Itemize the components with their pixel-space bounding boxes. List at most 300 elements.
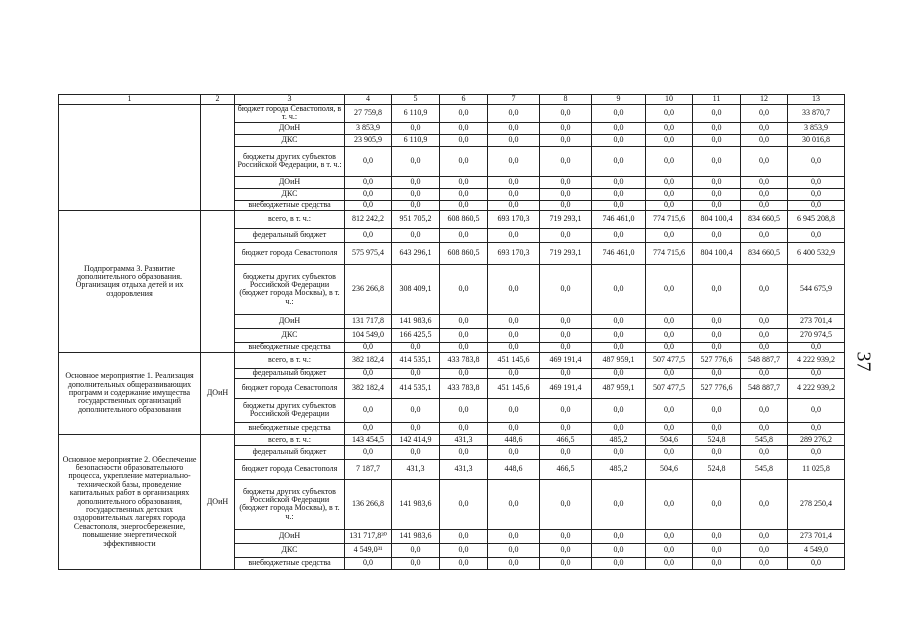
table-row <box>59 434 845 445</box>
value-cell: 6 400 532,9 <box>788 242 845 264</box>
value-cell: 548 887,7 <box>741 352 788 368</box>
value-cell: 0,0 <box>788 368 845 378</box>
value-cell: 0,0 <box>488 368 540 378</box>
value-cell: 507 477,5 <box>646 378 693 398</box>
header-cell: 3 <box>235 95 345 105</box>
value-cell: 0,0 <box>392 122 440 134</box>
value-cell: 0,0 <box>345 342 392 352</box>
value-cell: 0,0 <box>788 557 845 569</box>
funding-source-cell: бюджет города Севастополя <box>235 242 345 264</box>
value-cell: 0,0 <box>488 342 540 352</box>
value-cell: 0,0 <box>592 122 646 134</box>
value-cell: 719 293,1 <box>540 210 592 228</box>
value-cell: 0,0 <box>440 479 488 529</box>
value-cell: 0,0 <box>440 529 488 543</box>
value-cell: 0,0 <box>345 368 392 378</box>
value-cell: 0,0 <box>540 122 592 134</box>
value-cell: 804 100,4 <box>693 210 741 228</box>
executor-cell <box>201 210 235 352</box>
value-cell: 0,0 <box>440 200 488 210</box>
funding-source-cell: бюджеты других субъектов Российской Федерации (бюджет города Москвы), в т. ч.: <box>235 264 345 314</box>
value-cell: 0,0 <box>540 342 592 352</box>
value-cell: 141 983,6 <box>392 314 440 328</box>
value-cell: 0,0 <box>788 200 845 210</box>
value-cell: 0,0 <box>440 328 488 342</box>
value-cell: 485,2 <box>592 459 646 479</box>
value-cell: 719 293,1 <box>540 242 592 264</box>
funding-source-cell: ДОиН <box>235 314 345 328</box>
value-cell: 0,0 <box>693 228 741 242</box>
value-cell: 3 853,9 <box>788 122 845 134</box>
value-cell: 0,0 <box>741 445 788 459</box>
value-cell: 0,0 <box>440 557 488 569</box>
value-cell: 0,0 <box>440 543 488 557</box>
value-cell: 0,0 <box>488 105 540 123</box>
value-cell: 0,0 <box>592 445 646 459</box>
value-cell: 0,0 <box>646 543 693 557</box>
funding-source-cell: бюджет города Севастополя, в т. ч.: <box>235 105 345 123</box>
value-cell: 0,0 <box>646 134 693 146</box>
funding-source-cell: бюджеты других субъектов Российской Федерации (бюджет города Москвы), в т. ч.: <box>235 479 345 529</box>
value-cell: 0,0 <box>392 200 440 210</box>
value-cell: 0,0 <box>741 479 788 529</box>
executor-cell <box>201 105 235 211</box>
value-cell: 0,0 <box>741 368 788 378</box>
value-cell: 746 461,0 <box>592 242 646 264</box>
value-cell: 0,0 <box>540 105 592 123</box>
value-cell: 0,0 <box>540 264 592 314</box>
value-cell: 0,0 <box>345 146 392 176</box>
value-cell: 0,0 <box>345 398 392 422</box>
value-cell: 0,0 <box>646 368 693 378</box>
value-cell: 0,0 <box>345 445 392 459</box>
header-cell: 9 <box>592 95 646 105</box>
value-cell: 131 717,8³⁰ <box>345 529 392 543</box>
value-cell: 0,0 <box>741 122 788 134</box>
value-cell: 487 959,1 <box>592 352 646 368</box>
value-cell: 0,0 <box>392 146 440 176</box>
value-cell: 0,0 <box>693 176 741 188</box>
value-cell: 0,0 <box>440 146 488 176</box>
value-cell: 0,0 <box>741 398 788 422</box>
program-name-cell: Основное мероприятие 2. Обеспечение безопасности образовательного процесса, укрепление материально-технической базы, проведение капитальных работ в организациях дополнительного образования, государственных детских оздоровительных лагерях города Севастополя, энергосбережение, повышение энергетической эффективности <box>59 434 201 569</box>
value-cell: 0,0 <box>488 314 540 328</box>
value-cell: 0,0 <box>741 146 788 176</box>
value-cell: 0,0 <box>345 176 392 188</box>
value-cell: 0,0 <box>788 342 845 352</box>
funding-source-cell: ДКС <box>235 134 345 146</box>
value-cell: 431,3 <box>440 459 488 479</box>
value-cell: 0,0 <box>392 188 440 200</box>
value-cell: 527 776,6 <box>693 378 741 398</box>
value-cell: 0,0 <box>540 188 592 200</box>
value-cell: 0,0 <box>592 479 646 529</box>
value-cell: 0,0 <box>693 122 741 134</box>
header-cell: 1 <box>59 95 201 105</box>
value-cell: 0,0 <box>693 314 741 328</box>
value-cell: 0,0 <box>592 188 646 200</box>
value-cell: 0,0 <box>693 200 741 210</box>
value-cell: 0,0 <box>440 368 488 378</box>
value-cell: 0,0 <box>592 543 646 557</box>
value-cell: 0,0 <box>592 529 646 543</box>
funding-source-cell: ДОиН <box>235 176 345 188</box>
value-cell: 431,3 <box>392 459 440 479</box>
value-cell: 485,2 <box>592 434 646 445</box>
value-cell: 273 701,4 <box>788 314 845 328</box>
value-cell: 11 025,8 <box>788 459 845 479</box>
value-cell: 0,0 <box>345 228 392 242</box>
value-cell: 0,0 <box>440 228 488 242</box>
value-cell: 834 660,5 <box>741 242 788 264</box>
value-cell: 0,0 <box>693 134 741 146</box>
value-cell: 0,0 <box>693 398 741 422</box>
value-cell: 466,5 <box>540 434 592 445</box>
value-cell: 0,0 <box>693 264 741 314</box>
value-cell: 0,0 <box>646 105 693 123</box>
value-cell: 431,3 <box>440 434 488 445</box>
value-cell: 524,8 <box>693 459 741 479</box>
value-cell: 0,0 <box>488 398 540 422</box>
value-cell: 382 182,4 <box>345 352 392 368</box>
value-cell: 27 759,8 <box>345 105 392 123</box>
funding-source-cell: внебюджетные средства <box>235 557 345 569</box>
value-cell: 0,0 <box>646 314 693 328</box>
value-cell: 0,0 <box>488 529 540 543</box>
value-cell: 0,0 <box>488 176 540 188</box>
value-cell: 278 250,4 <box>788 479 845 529</box>
value-cell: 270 974,5 <box>788 328 845 342</box>
value-cell: 448,6 <box>488 434 540 445</box>
value-cell: 608 860,5 <box>440 242 488 264</box>
value-cell: 0,0 <box>392 176 440 188</box>
value-cell: 0,0 <box>788 188 845 200</box>
value-cell: 4 222 939,2 <box>788 378 845 398</box>
value-cell: 575 975,4 <box>345 242 392 264</box>
value-cell: 0,0 <box>440 314 488 328</box>
funding-source-cell: ДКС <box>235 188 345 200</box>
value-cell: 166 425,5 <box>392 328 440 342</box>
page-number: 37 <box>852 351 875 372</box>
header-cell: 13 <box>788 95 845 105</box>
value-cell: 0,0 <box>392 342 440 352</box>
value-cell: 951 705,2 <box>392 210 440 228</box>
value-cell: 0,0 <box>592 314 646 328</box>
value-cell: 774 715,6 <box>646 210 693 228</box>
value-cell: 0,0 <box>488 445 540 459</box>
value-cell: 143 454,5 <box>345 434 392 445</box>
value-cell: 6 110,9 <box>392 134 440 146</box>
header-cell: 12 <box>741 95 788 105</box>
value-cell: 0,0 <box>540 228 592 242</box>
value-cell: 0,0 <box>741 328 788 342</box>
value-cell: 0,0 <box>592 557 646 569</box>
value-cell: 0,0 <box>392 398 440 422</box>
value-cell: 0,0 <box>646 557 693 569</box>
value-cell: 104 549,0 <box>345 328 392 342</box>
value-cell: 136 266,8 <box>345 479 392 529</box>
value-cell: 0,0 <box>741 134 788 146</box>
value-cell: 433 783,8 <box>440 352 488 368</box>
value-cell: 0,0 <box>741 228 788 242</box>
value-cell: 0,0 <box>592 200 646 210</box>
value-cell: 0,0 <box>741 557 788 569</box>
value-cell: 308 409,1 <box>392 264 440 314</box>
value-cell: 469 191,4 <box>540 352 592 368</box>
value-cell: 0,0 <box>440 105 488 123</box>
value-cell: 0,0 <box>440 398 488 422</box>
value-cell: 0,0 <box>440 264 488 314</box>
value-cell: 0,0 <box>392 557 440 569</box>
value-cell: 0,0 <box>741 342 788 352</box>
value-cell: 0,0 <box>693 445 741 459</box>
value-cell: 0,0 <box>540 422 592 434</box>
value-cell: 0,0 <box>592 176 646 188</box>
value-cell: 804 100,4 <box>693 242 741 264</box>
value-cell: 0,0 <box>488 479 540 529</box>
value-cell: 0,0 <box>741 529 788 543</box>
value-cell: 131 717,8 <box>345 314 392 328</box>
value-cell: 0,0 <box>741 264 788 314</box>
value-cell: 0,0 <box>646 422 693 434</box>
value-cell: 0,0 <box>646 146 693 176</box>
value-cell: 236 266,8 <box>345 264 392 314</box>
value-cell: 545,8 <box>741 434 788 445</box>
value-cell: 0,0 <box>392 543 440 557</box>
funding-source-cell: ДКС <box>235 328 345 342</box>
value-cell: 451 145,6 <box>488 352 540 368</box>
funding-source-cell: ДКС <box>235 543 345 557</box>
funding-source-cell: внебюджетные средства <box>235 200 345 210</box>
program-name-cell <box>59 105 201 211</box>
value-cell: 0,0 <box>741 314 788 328</box>
funding-source-cell: бюджет города Севастополя <box>235 378 345 398</box>
program-name-cell: Основное мероприятие 1. Реализация дополнительных общеразвивающих программ и содержание имущества государственных организаций дополнительного образования <box>59 352 201 434</box>
value-cell: 0,0 <box>488 228 540 242</box>
funding-source-cell: всего, в т. ч.: <box>235 352 345 368</box>
value-cell: 507 477,5 <box>646 352 693 368</box>
value-cell: 0,0 <box>392 228 440 242</box>
value-cell: 433 783,8 <box>440 378 488 398</box>
value-cell: 0,0 <box>788 445 845 459</box>
value-cell: 0,0 <box>693 529 741 543</box>
table-row <box>59 210 845 228</box>
value-cell: 0,0 <box>646 264 693 314</box>
value-cell: 0,0 <box>540 146 592 176</box>
value-cell: 289 276,2 <box>788 434 845 445</box>
value-cell: 6 945 208,8 <box>788 210 845 228</box>
value-cell: 0,0 <box>440 188 488 200</box>
value-cell: 0,0 <box>592 398 646 422</box>
table-row <box>59 105 845 123</box>
value-cell: 504,6 <box>646 434 693 445</box>
value-cell: 30 016,8 <box>788 134 845 146</box>
funding-source-cell: всего, в т. ч.: <box>235 210 345 228</box>
value-cell: 0,0 <box>592 134 646 146</box>
value-cell: 0,0 <box>788 398 845 422</box>
header-cell: 10 <box>646 95 693 105</box>
value-cell: 142 414,9 <box>392 434 440 445</box>
value-cell: 774 715,6 <box>646 242 693 264</box>
value-cell: 0,0 <box>592 146 646 176</box>
value-cell: 0,0 <box>741 105 788 123</box>
value-cell: 0,0 <box>646 479 693 529</box>
value-cell: 0,0 <box>488 146 540 176</box>
value-cell: 812 242,2 <box>345 210 392 228</box>
value-cell: 527 776,6 <box>693 352 741 368</box>
value-cell: 0,0 <box>693 557 741 569</box>
header-cell: 6 <box>440 95 488 105</box>
funding-source-cell: федеральный бюджет <box>235 368 345 378</box>
value-cell: 608 860,5 <box>440 210 488 228</box>
value-cell: 0,0 <box>540 529 592 543</box>
value-cell: 6 110,9 <box>392 105 440 123</box>
value-cell: 0,0 <box>592 264 646 314</box>
value-cell: 0,0 <box>646 188 693 200</box>
value-cell: 0,0 <box>540 368 592 378</box>
value-cell: 0,0 <box>693 188 741 200</box>
program-name-cell: Подпрограмма 3. Развитие дополнительного образования. Организация отдыха детей и их оздоровления <box>59 210 201 352</box>
value-cell: 0,0 <box>693 328 741 342</box>
value-cell: 0,0 <box>741 543 788 557</box>
value-cell: 0,0 <box>488 543 540 557</box>
value-cell: 0,0 <box>693 368 741 378</box>
value-cell: 693 170,3 <box>488 210 540 228</box>
value-cell: 0,0 <box>345 557 392 569</box>
value-cell: 0,0 <box>440 176 488 188</box>
value-cell: 746 461,0 <box>592 210 646 228</box>
value-cell: 0,0 <box>488 122 540 134</box>
funding-source-cell: федеральный бюджет <box>235 228 345 242</box>
executor-cell: ДОиН <box>201 352 235 434</box>
funding-source-cell: федеральный бюджет <box>235 445 345 459</box>
value-cell: 0,0 <box>440 134 488 146</box>
funding-source-cell: ДОиН <box>235 122 345 134</box>
value-cell: 23 905,9 <box>345 134 392 146</box>
header-cell: 11 <box>693 95 741 105</box>
value-cell: 0,0 <box>540 200 592 210</box>
value-cell: 466,5 <box>540 459 592 479</box>
executor-cell: ДОиН <box>201 434 235 569</box>
value-cell: 0,0 <box>646 122 693 134</box>
value-cell: 448,6 <box>488 459 540 479</box>
value-cell: 382 182,4 <box>345 378 392 398</box>
funding-source-cell: бюджеты других субъектов Российской Федерации <box>235 398 345 422</box>
value-cell: 0,0 <box>540 134 592 146</box>
value-cell: 0,0 <box>693 479 741 529</box>
value-cell: 0,0 <box>741 188 788 200</box>
value-cell: 0,0 <box>646 200 693 210</box>
funding-source-cell: бюджет города Севастополя <box>235 459 345 479</box>
value-cell: 0,0 <box>488 328 540 342</box>
value-cell: 469 191,4 <box>540 378 592 398</box>
header-row <box>59 95 845 105</box>
value-cell: 0,0 <box>646 342 693 352</box>
value-cell: 141 983,6 <box>392 529 440 543</box>
value-cell: 141 983,6 <box>392 479 440 529</box>
header-cell: 4 <box>345 95 392 105</box>
value-cell: 0,0 <box>741 422 788 434</box>
value-cell: 0,0 <box>788 146 845 176</box>
header-cell: 2 <box>201 95 235 105</box>
value-cell: 643 296,1 <box>392 242 440 264</box>
header-cell: 7 <box>488 95 540 105</box>
value-cell: 0,0 <box>693 422 741 434</box>
value-cell: 487 959,1 <box>592 378 646 398</box>
value-cell: 414 535,1 <box>392 378 440 398</box>
value-cell: 504,6 <box>646 459 693 479</box>
value-cell: 33 870,7 <box>788 105 845 123</box>
value-cell: 273 701,4 <box>788 529 845 543</box>
value-cell: 0,0 <box>693 105 741 123</box>
value-cell: 0,0 <box>592 368 646 378</box>
value-cell: 3 853,9 <box>345 122 392 134</box>
value-cell: 0,0 <box>646 228 693 242</box>
value-cell: 0,0 <box>646 398 693 422</box>
value-cell: 0,0 <box>646 176 693 188</box>
value-cell: 0,0 <box>592 342 646 352</box>
value-cell: 0,0 <box>392 422 440 434</box>
funding-source-cell: внебюджетные средства <box>235 342 345 352</box>
value-cell: 0,0 <box>540 314 592 328</box>
value-cell: 0,0 <box>440 122 488 134</box>
value-cell: 0,0 <box>392 445 440 459</box>
value-cell: 0,0 <box>345 200 392 210</box>
value-cell: 4 222 939,2 <box>788 352 845 368</box>
value-cell: 0,0 <box>540 557 592 569</box>
value-cell: 0,0 <box>540 328 592 342</box>
value-cell: 0,0 <box>646 328 693 342</box>
funding-source-cell: всего, в т. ч.: <box>235 434 345 445</box>
value-cell: 0,0 <box>540 445 592 459</box>
value-cell: 0,0 <box>345 188 392 200</box>
value-cell: 0,0 <box>592 105 646 123</box>
value-cell: 0,0 <box>488 422 540 434</box>
table-row <box>59 352 845 368</box>
value-cell: 0,0 <box>392 368 440 378</box>
value-cell: 414 535,1 <box>392 352 440 368</box>
value-cell: 0,0 <box>646 445 693 459</box>
value-cell: 4 549,0 <box>788 543 845 557</box>
value-cell: 0,0 <box>488 188 540 200</box>
value-cell: 0,0 <box>345 422 392 434</box>
value-cell: 0,0 <box>540 543 592 557</box>
value-cell: 0,0 <box>540 398 592 422</box>
value-cell: 0,0 <box>788 422 845 434</box>
value-cell: 524,8 <box>693 434 741 445</box>
value-cell: 0,0 <box>693 146 741 176</box>
value-cell: 0,0 <box>488 557 540 569</box>
funding-source-cell: ДОиН <box>235 529 345 543</box>
value-cell: 0,0 <box>788 228 845 242</box>
value-cell: 544 675,9 <box>788 264 845 314</box>
value-cell: 0,0 <box>540 176 592 188</box>
value-cell: 0,0 <box>741 176 788 188</box>
value-cell: 0,0 <box>693 543 741 557</box>
value-cell: 0,0 <box>646 529 693 543</box>
value-cell: 693 170,3 <box>488 242 540 264</box>
funding-source-cell: внебюджетные средства <box>235 422 345 434</box>
value-cell: 451 145,6 <box>488 378 540 398</box>
value-cell: 0,0 <box>540 479 592 529</box>
value-cell: 834 660,5 <box>741 210 788 228</box>
budget-table <box>58 94 845 570</box>
value-cell: 0,0 <box>440 445 488 459</box>
value-cell: 4 549,0³¹ <box>345 543 392 557</box>
value-cell: 0,0 <box>592 422 646 434</box>
header-cell: 5 <box>392 95 440 105</box>
value-cell: 0,0 <box>488 264 540 314</box>
